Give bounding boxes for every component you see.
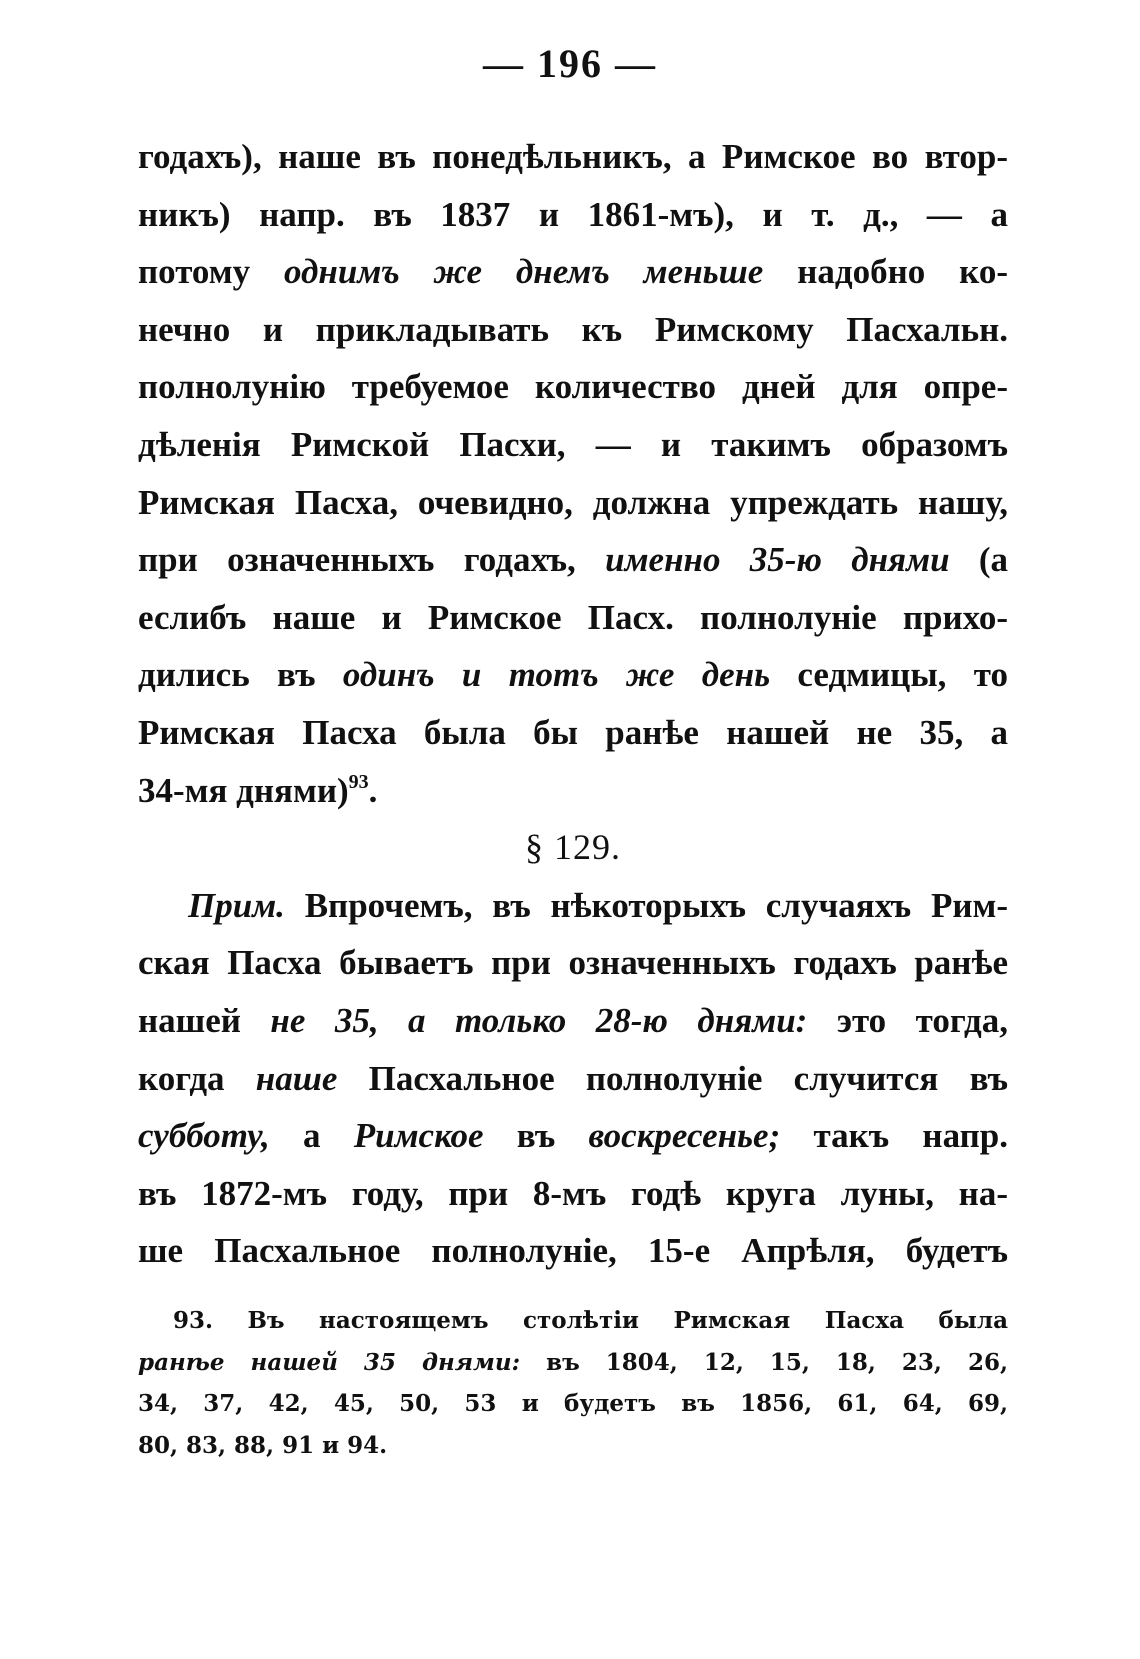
text-line: въ 1872-мъ году, при 8-мъ годѣ круга луны, на- <box>138 1173 1008 1213</box>
text-line: 34-мя днями)$^{93}$. <box>138 770 378 810</box>
section-heading: § 129. <box>525 827 621 868</box>
emphasis: субботу, <box>138 1116 270 1156</box>
text-line: Римская Пасха, очевидно, должна упреждать нашу, <box>138 482 1008 522</box>
text-line: потому однимъ же днемъ меньше надобно ко- <box>138 252 1008 292</box>
emphasis: однимъ же днемъ меньше <box>284 252 764 292</box>
text-line: дѣленія Римской Пасхи, — и такимъ образомъ <box>138 424 1008 464</box>
footnote-line: 93. Въ настоящемъ столѣтіи Римская Пасха была <box>173 1307 1008 1334</box>
text-line: субботу, а Римское въ воскресенье; такъ напр. <box>138 1116 1009 1156</box>
text-line: когда наше Пасхальное полнолуніе случится въ <box>138 1058 1009 1098</box>
footnote-marker: 93 <box>348 770 369 793</box>
text-line: Прим. Впрочемъ, въ нѣкоторыхъ случаяхъ Рим- <box>188 885 1008 925</box>
emphasis: не 35, а только 28-ю днями: <box>270 1000 808 1040</box>
text-line: нечно и прикладывать къ Римскому Пасхальн. <box>138 309 1008 349</box>
text-line: Римская Пасха была бы ранѣе нашей не 35, а <box>138 712 1008 752</box>
text-line: дились въ одинъ и тотъ же день седмицы, то <box>138 655 1008 695</box>
text-line: ская Пасха бываетъ при означенныхъ годахъ ранѣе <box>138 943 1008 983</box>
text-line: при означенныхъ годахъ, именно 35-ю днями (а <box>138 540 1009 580</box>
emphasis: Римское <box>353 1116 484 1156</box>
emphasis: одинъ и тотъ же день <box>342 655 771 695</box>
text-line: еслибъ наше и Римское Пасх. полнолуніе прихо- <box>138 597 1008 637</box>
text-line: нашей не 35, а только 28-ю днями: это тогда, <box>138 1000 1008 1040</box>
text-line: никъ) напр. въ 1837 и 1861-мъ), и т. д., — а <box>138 194 1008 234</box>
text-line: ше Пасхальное полнолуніе, 15-е Апрѣля, будетъ <box>138 1231 1008 1271</box>
footnote-line: 34, 37, 42, 45, 50, 53 и будетъ въ 1856, 61, 64, 69, <box>138 1390 1008 1417</box>
text-line: годахъ), наше въ понедѣльникъ, а Римское во втор- <box>138 137 1008 176</box>
main-text <box>138 128 1008 1280</box>
footnote-line: 80, 83, 88, 91 и 94. <box>138 1431 388 1459</box>
emphasis: наше <box>255 1058 338 1098</box>
emphasis: воскресенье; <box>588 1116 781 1156</box>
footnote <box>138 1300 1008 1466</box>
emphasis: именно 35-ю днями <box>605 540 950 580</box>
emphasis: ранѣе нашей 35 днями: <box>138 1348 521 1376</box>
page-number: — 196 — <box>483 41 657 86</box>
emphasis: Прим. <box>188 885 285 925</box>
footnote-line: ранѣе нашей 35 днями: въ 1804, 12, 15, 18, 23, 26, <box>138 1348 1008 1376</box>
text-line: полнолунію требуемое количество дней для опре- <box>138 367 1008 407</box>
